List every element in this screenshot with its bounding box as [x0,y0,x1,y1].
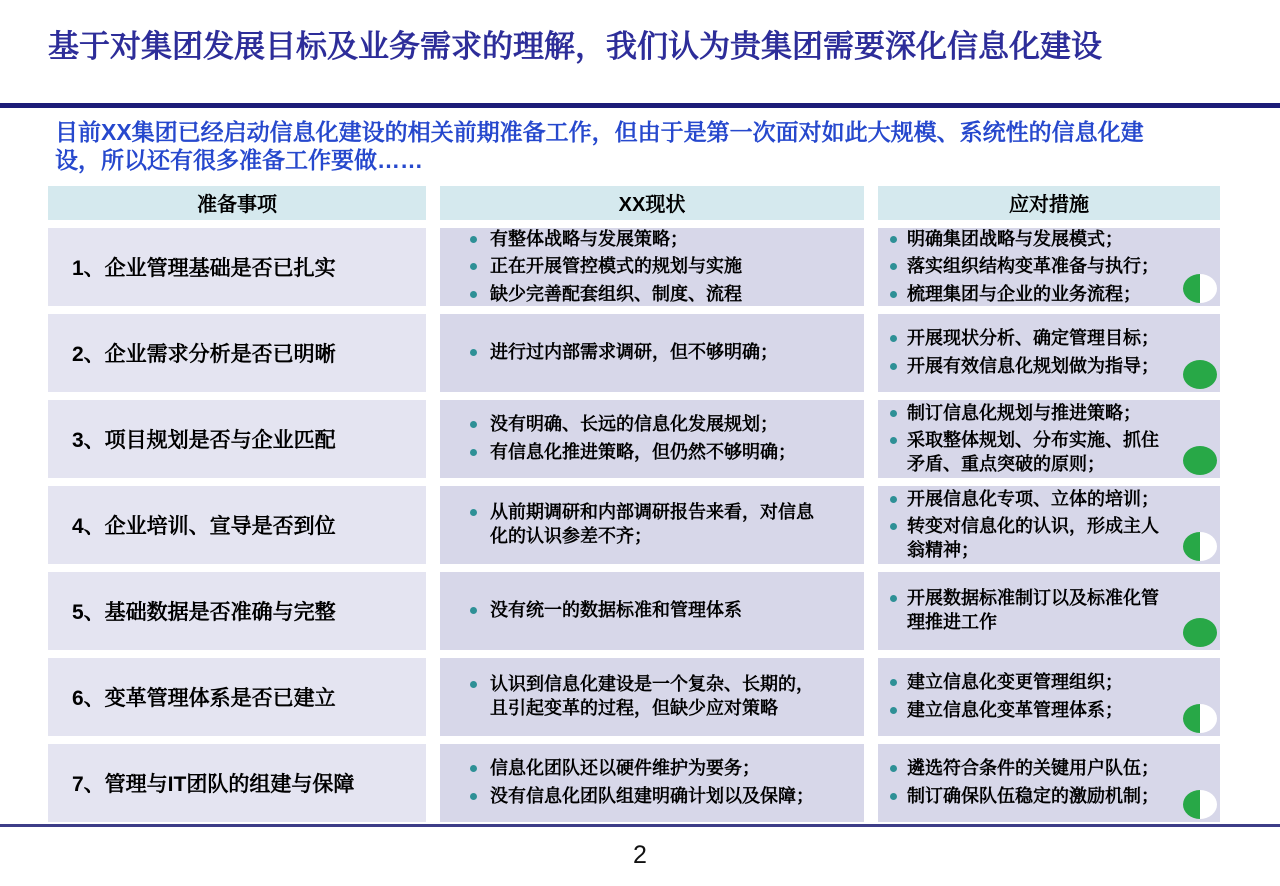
measures-cell [878,572,1220,650]
bullet-icon [470,291,477,298]
readiness-table [48,186,1280,822]
page-number: 2 [633,840,647,869]
bullet-text: 建立信息化变更管理组织； [907,672,1123,693]
bullet-icon [470,765,477,772]
progress-indicator-icon [1183,618,1217,647]
bullet-item [470,673,826,720]
bullet-text: 开展数据标准制订以及标准化管理推进工作 [907,588,1159,632]
column-header-measures: 应对措施 [878,186,1220,220]
bullet-icon [470,236,477,243]
bullet-item [890,255,1174,278]
bullet-text: 采取整体规划、分布实施、抓住矛盾、重点突破的原则； [907,430,1159,474]
footer-divider [0,824,1280,827]
bullet-item [890,515,1174,562]
bullet-icon [470,681,477,688]
column-header-current-status: XX现状 [440,186,864,220]
bullet-icon [890,765,897,772]
bullet-icon [890,679,897,686]
bullet-item [470,599,826,622]
column-header-prep-items: 准备事项 [48,186,426,220]
bullet-item [890,402,1174,425]
bullet-text: 认识到信息化建设是一个复杂、长期的，且引起变革的过程，但缺少应对策略 [490,674,814,718]
bullet-text: 信息化团队还以硬件维护为要务； [490,758,760,779]
bullet-item [890,327,1174,350]
status-cell [440,572,864,650]
slide-subtitle: 目前XX集团已经启动信息化建设的相关前期准备工作，但由于是第一次面对如此大规模、系统性的信息化建设，所以还有很多准备工作要做…… [55,118,1144,173]
bullet-icon [890,236,897,243]
measures-cell [878,228,1220,306]
bullet-item [470,283,826,306]
bullet-item [890,671,1174,694]
progress-indicator-icon [1183,790,1217,819]
prep-item-cell: 4、企业培训、宣导是否到位 [48,486,426,564]
bullet-icon [890,291,897,298]
bullet-item [890,699,1174,722]
bullet-item [890,355,1174,378]
bullet-item [890,228,1174,251]
status-cell [440,486,864,564]
bullet-icon [470,449,477,456]
bullet-text: 遴选符合条件的关键用户队伍； [907,758,1159,779]
bullet-item [890,488,1174,511]
progress-indicator-icon [1183,360,1217,389]
progress-indicator-icon [1183,704,1217,733]
bullet-icon [890,363,897,370]
bullet-item [470,413,826,436]
bullet-item [470,501,826,548]
bullet-icon [470,509,477,516]
bullet-icon [890,523,897,530]
measures-cell [878,658,1220,736]
progress-indicator-icon [1183,532,1217,561]
bullet-item [470,228,826,251]
prep-item-cell: 1、企业管理基础是否已扎实 [48,228,426,306]
bullet-text: 没有明确、长远的信息化发展规划； [490,414,778,435]
progress-indicator-icon [1183,274,1217,303]
prep-item-cell: 5、基础数据是否准确与完整 [48,572,426,650]
bullet-text: 开展有效信息化规划做为指导； [907,355,1159,376]
bullet-text: 缺少完善配套组织、制度、流程 [490,283,742,304]
measures-cell [878,486,1220,564]
bullet-text: 有信息化推进策略，但仍然不够明确； [490,441,796,462]
bullet-icon [890,707,897,714]
bullet-text: 进行过内部需求调研，但不够明确； [490,342,778,363]
measures-cell [878,314,1220,392]
prep-item-cell: 7、管理与IT团队的组建与保障 [48,744,426,822]
bullet-icon [470,263,477,270]
bullet-icon [470,349,477,356]
bullet-icon [470,421,477,428]
bullet-icon [890,263,897,270]
bullet-text: 有整体战略与发展策略； [490,228,688,249]
bullet-icon [890,496,897,503]
status-cell [440,228,864,306]
bullet-text: 没有统一的数据标准和管理体系 [490,600,742,621]
measures-cell [878,744,1220,822]
bullet-text: 梳理集团与企业的业务流程； [907,283,1141,304]
bullet-icon [890,595,897,602]
bullet-text: 正在开展管控模式的规划与实施 [490,256,742,277]
progress-indicator-icon [1183,446,1217,475]
bullet-text: 开展现状分析、确定管理目标； [907,328,1159,349]
bullet-text: 明确集团战略与发展模式； [907,228,1123,249]
measures-cell [878,400,1220,478]
bullet-text: 从前期调研和内部调研报告来看，对信息化的认识参差不齐； [490,502,814,546]
bullet-item [890,283,1174,306]
bullet-item [890,429,1174,476]
bullet-item [890,587,1174,634]
bullet-icon [470,607,477,614]
bullet-item [470,785,826,808]
bullet-item [470,757,826,780]
bullet-item [470,441,826,464]
prep-item-cell: 3、项目规划是否与企业匹配 [48,400,426,478]
status-cell [440,400,864,478]
bullet-text: 建立信息化变革管理体系； [907,699,1123,720]
bullet-item [890,757,1174,780]
status-cell [440,658,864,736]
status-cell [440,744,864,822]
bullet-icon [470,793,477,800]
prep-item-cell: 2、企业需求分析是否已明晰 [48,314,426,392]
bullet-item [470,341,826,364]
title-divider [0,103,1280,108]
prep-item-cell: 6、变革管理体系是否已建立 [48,658,426,736]
bullet-text: 制订确保队伍稳定的激励机制； [907,785,1159,806]
bullet-text: 没有信息化团队组建明确计划以及保障； [490,785,814,806]
bullet-text: 开展信息化专项、立体的培训； [907,488,1159,509]
bullet-icon [890,335,897,342]
status-cell [440,314,864,392]
bullet-text: 转变对信息化的认识，形成主人翁精神； [907,516,1159,560]
bullet-text: 制订信息化规划与推进策略； [907,402,1141,423]
bullet-icon [890,793,897,800]
bullet-icon [890,410,897,417]
slide-title: 基于对集团发展目标及业务需求的理解，我们认为贵集团需要深化信息化建设 [48,29,1102,64]
bullet-item [890,785,1174,808]
bullet-item [470,255,826,278]
bullet-icon [890,437,897,444]
bullet-text: 落实组织结构变革准备与执行； [907,256,1159,277]
